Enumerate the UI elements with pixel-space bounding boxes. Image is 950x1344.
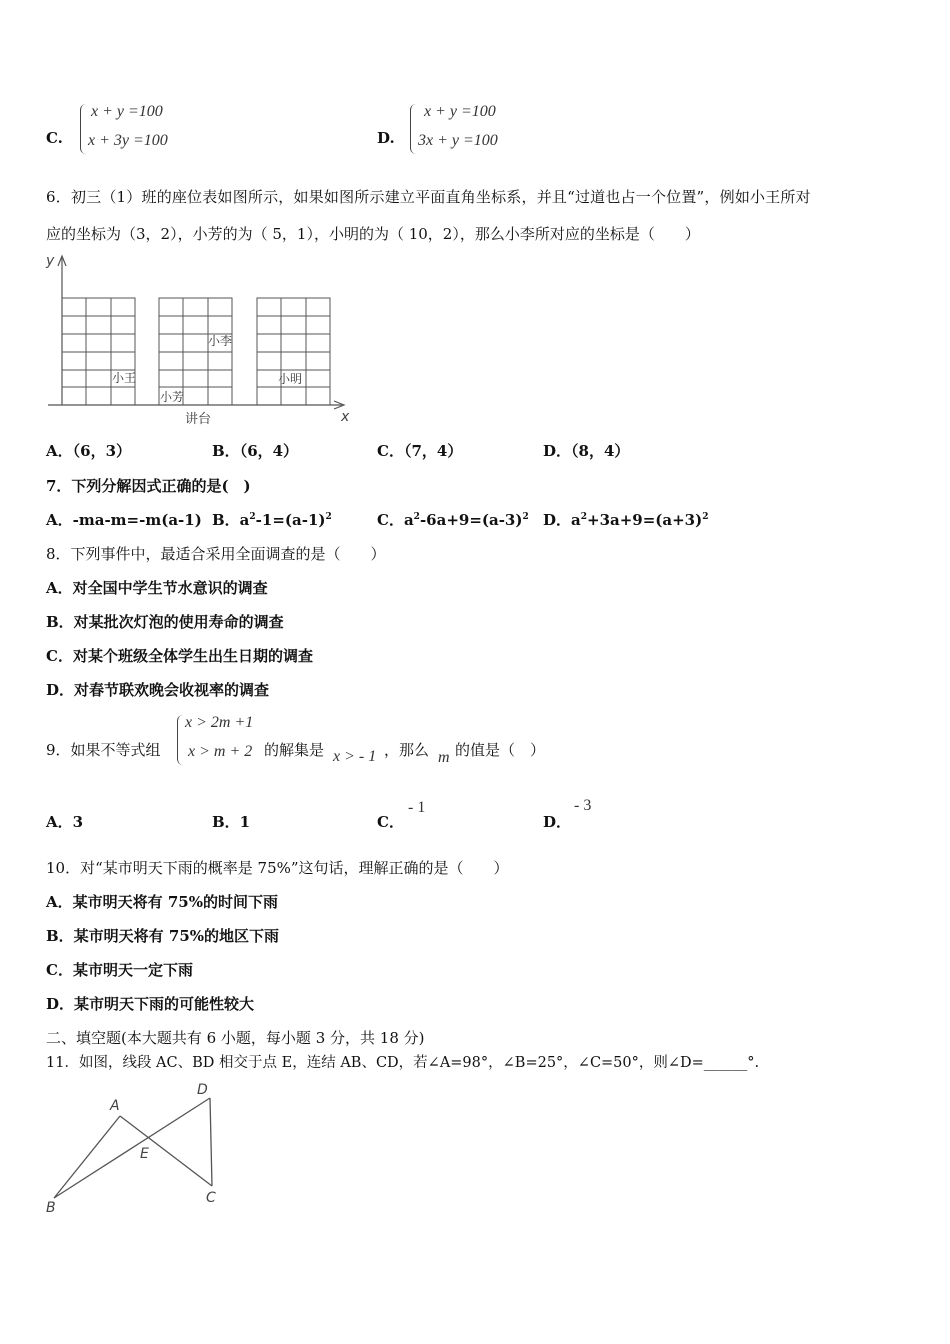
point-e-label: E — [140, 1146, 149, 1162]
q8-stem: 8．下列事件中，最适合采用全面调查的是（ ） — [46, 545, 386, 563]
point-b-label: B — [46, 1200, 56, 1216]
q9-eq1: x > 2m +1 — [185, 714, 254, 731]
q10-option-a: A．某市明天将有 75%的时间下雨 — [46, 893, 278, 911]
label-xiaoli: 小李 — [208, 334, 233, 348]
q5-option-d-label: D. — [377, 129, 395, 147]
q7-stem: 7．下列分解因式正确的是( ) — [46, 477, 251, 495]
seating-chart-figure — [40, 250, 360, 430]
q9-stem-mid: 的解集是 — [264, 741, 325, 759]
seat-block-left — [62, 298, 135, 405]
q10-option-d: D．某市明天下雨的可能性较大 — [46, 995, 255, 1013]
q10-option-c: C．某市明天一定下雨 — [46, 961, 193, 979]
q6-option-c: C．（7，4） — [377, 442, 463, 460]
q7-option-a: A．-ma-m=-m(a-1) — [46, 511, 202, 529]
point-a-label: A — [110, 1098, 120, 1114]
q9-stem-post: 的值是（ ） — [455, 741, 546, 759]
q6-option-b: B．（6，4） — [212, 442, 299, 460]
label-xiaofang: 小芳 — [160, 390, 185, 404]
q10-stem: 10．对“某市明天下雨的概率是 75%”这句话，理解正确的是（ ） — [46, 859, 509, 877]
seat-block-middle — [159, 298, 232, 405]
q5-option-c-label: C. — [46, 129, 63, 147]
q9-option-c: C． — [377, 813, 404, 831]
q9-option-b: B．1 — [212, 813, 251, 831]
label-xiaoming: 小明 — [278, 372, 303, 386]
q8-option-d: D．对春节联欢晚会收视率的调查 — [46, 681, 270, 699]
label-podium: 讲台 — [185, 412, 212, 427]
q9-option-a: A．3 — [46, 813, 84, 831]
seat-block-right — [257, 298, 330, 405]
q5-c-eq2: x + 3y =100 — [88, 132, 168, 149]
q7-option-b: B．$a^2-1=(a-1)^2$ — [212, 511, 332, 529]
q9-solution: x > - 1 — [333, 748, 377, 765]
q9-eq2: x > m + 2 — [188, 743, 253, 760]
q7-option-c: C．$a^2-6a+9=(a-3)^2$ — [377, 511, 529, 529]
q8-option-c: C．对某个班级全体学生出生日期的调查 — [46, 647, 313, 665]
q6-stem-line1: 6．初三（1）班的座位表如图所示，如果如图所示建立平面直角坐标系，并且“过道也占一个位置”，例如小王所对 — [46, 188, 811, 206]
segment-cd — [210, 1098, 212, 1186]
q9-option-c-value: - 1 — [408, 799, 426, 816]
q10-option-b: B．某市明天将有 75%的地区下雨 — [46, 927, 280, 945]
q9-stem-mid2: ，那么 — [384, 741, 430, 759]
q5-c-eq1: x + y =100 — [91, 103, 163, 120]
point-c-label: C — [206, 1190, 216, 1206]
q6-stem-line2: 应的坐标为（3，2），小芳的为（ 5，1），小明的为（ 10，2），那么小李所对应的坐标是（ ） — [46, 225, 700, 243]
q5-d-brace — [410, 104, 417, 154]
q7-option-d: D．$a^2+3a+9=(a+3)^2$ — [543, 511, 709, 529]
q11-geometry-figure — [40, 1078, 240, 1223]
q9-stem-pre: 9．如果不等式组 — [46, 741, 161, 759]
q11-stem: 11．如图，线段 AC、BD 相交于点 E，连结 AB、CD，若∠A=98°，∠B=25°，∠C=50°，则∠D=______°. — [46, 1055, 760, 1071]
segment-ab — [54, 1116, 120, 1198]
q5-d-eq2: 3x + y =100 — [418, 132, 498, 149]
q6-option-a: A．（6，3） — [46, 442, 132, 460]
q5-c-brace — [80, 104, 87, 154]
q6-option-d: D．（8，4） — [543, 442, 630, 460]
section2-heading: 二、填空题(本大题共有 6 小题，每小题 3 分，共 18 分) — [46, 1029, 425, 1047]
q8-option-a: A．对全国中学生节水意识的调查 — [46, 579, 268, 597]
q9-option-d: D． — [543, 813, 572, 831]
q8-option-b: B．对某批次灯泡的使用寿命的调查 — [46, 613, 284, 631]
q9-brace — [177, 715, 184, 765]
q9-option-d-value: - 3 — [574, 797, 592, 814]
y-axis-label: y — [46, 253, 55, 269]
label-xiaowang: 小王 — [112, 371, 137, 385]
q5-d-eq1: x + y =100 — [424, 103, 496, 120]
x-axis-label: x — [341, 409, 350, 425]
segment-bd — [54, 1098, 210, 1198]
point-d-label: D — [197, 1082, 208, 1098]
q9-m: m — [438, 749, 450, 766]
